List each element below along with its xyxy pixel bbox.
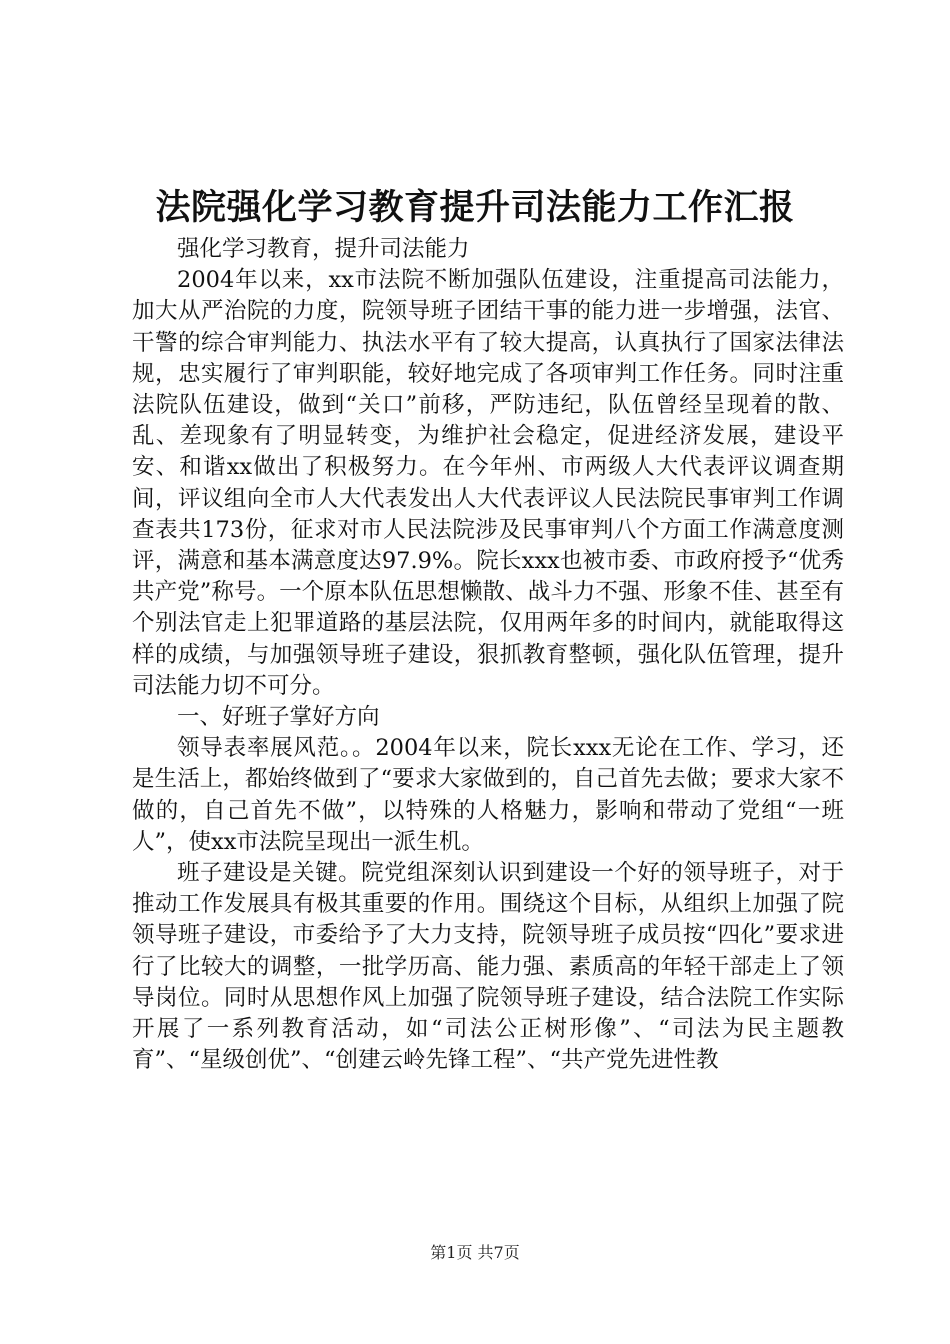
subtitle-paragraph: 强化学习教育，提升司法能力 <box>177 236 470 262</box>
body-paragraph: 领导表率展风范。。2004年以来，院长xxx无论在工作、学习，还是生活上，都始终做到了“要求大家做到的，自己首先去做；要求大家不做的，自己首先不做”，以特殊的人格魅力，影响和带动了党组“一班人”，使xx市法院呈现出一派生机。 <box>132 735 844 855</box>
page-number-footer: 第1页 共7页 <box>430 1243 520 1262</box>
body-paragraph: 班子建设是关键。院党组深刻认识到建设一个好的领导班子，对于推动工作发展具有极其重要的作用。围绕这个目标，从组织上加强了院领导班子建设，市委给予了大力支持，院领导班子成员按“四化”要求进行了比较大的调整，一批学历高、能力强、素质高的年轻干部走上了领导岗位。同时从思想作风上加强了院领导班子建设，结合法院工作实际开展了一系列教育活动，如“司法公正树形像”、“司法为民主题教育”、“星级创优”、“创建云岭先锋工程”、“共产党先进性教 <box>132 860 844 1074</box>
intro-paragraph: 2004年以来，xx市法院不断加强队伍建设，注重提高司法能力，加大从严治院的力度，院领导班子团结干事的能力进一步增强，法官、干警的综合审判能力、执法水平有了较大提高，认真执行了国家法律法规，忠实履行了审判职能，较好地完成了各项审判工作任务。同时注重法院队伍建设，做到“关口”前移，严防违纪，队伍曾经呈现着的散、乱、差现象有了明显转变，为维护社会稳定，促进经济发展，建设平安、和谐xx做出了积极努力。在今年州、市两级人大代表评议调查期间，评议组向全市人大代表发出人大代表评议人民法院民事审判工作调查表共173份，征求对市人民法院涉及民事审判八个方面工作满意度测评，满意和基本满意度达97.9%。院长xxx也被市委、市政府授予“优秀共产党”称号。一个原本队伍思想懒散、战斗力不强、形象不佳、甚至有个别法官走上犯罪道路的基层法院，仅用两年多的时间内，就能取得这样的成绩，与加强领导班子建设，狠抓教育整顿，强化队伍管理，提升司法能力切不可分。 <box>132 267 844 699</box>
document-title: 法院强化学习教育提升司法能力工作汇报 <box>155 187 795 228</box>
section-heading: 一、好班子掌好方向 <box>177 704 380 731</box>
document-body <box>132 234 844 1076</box>
